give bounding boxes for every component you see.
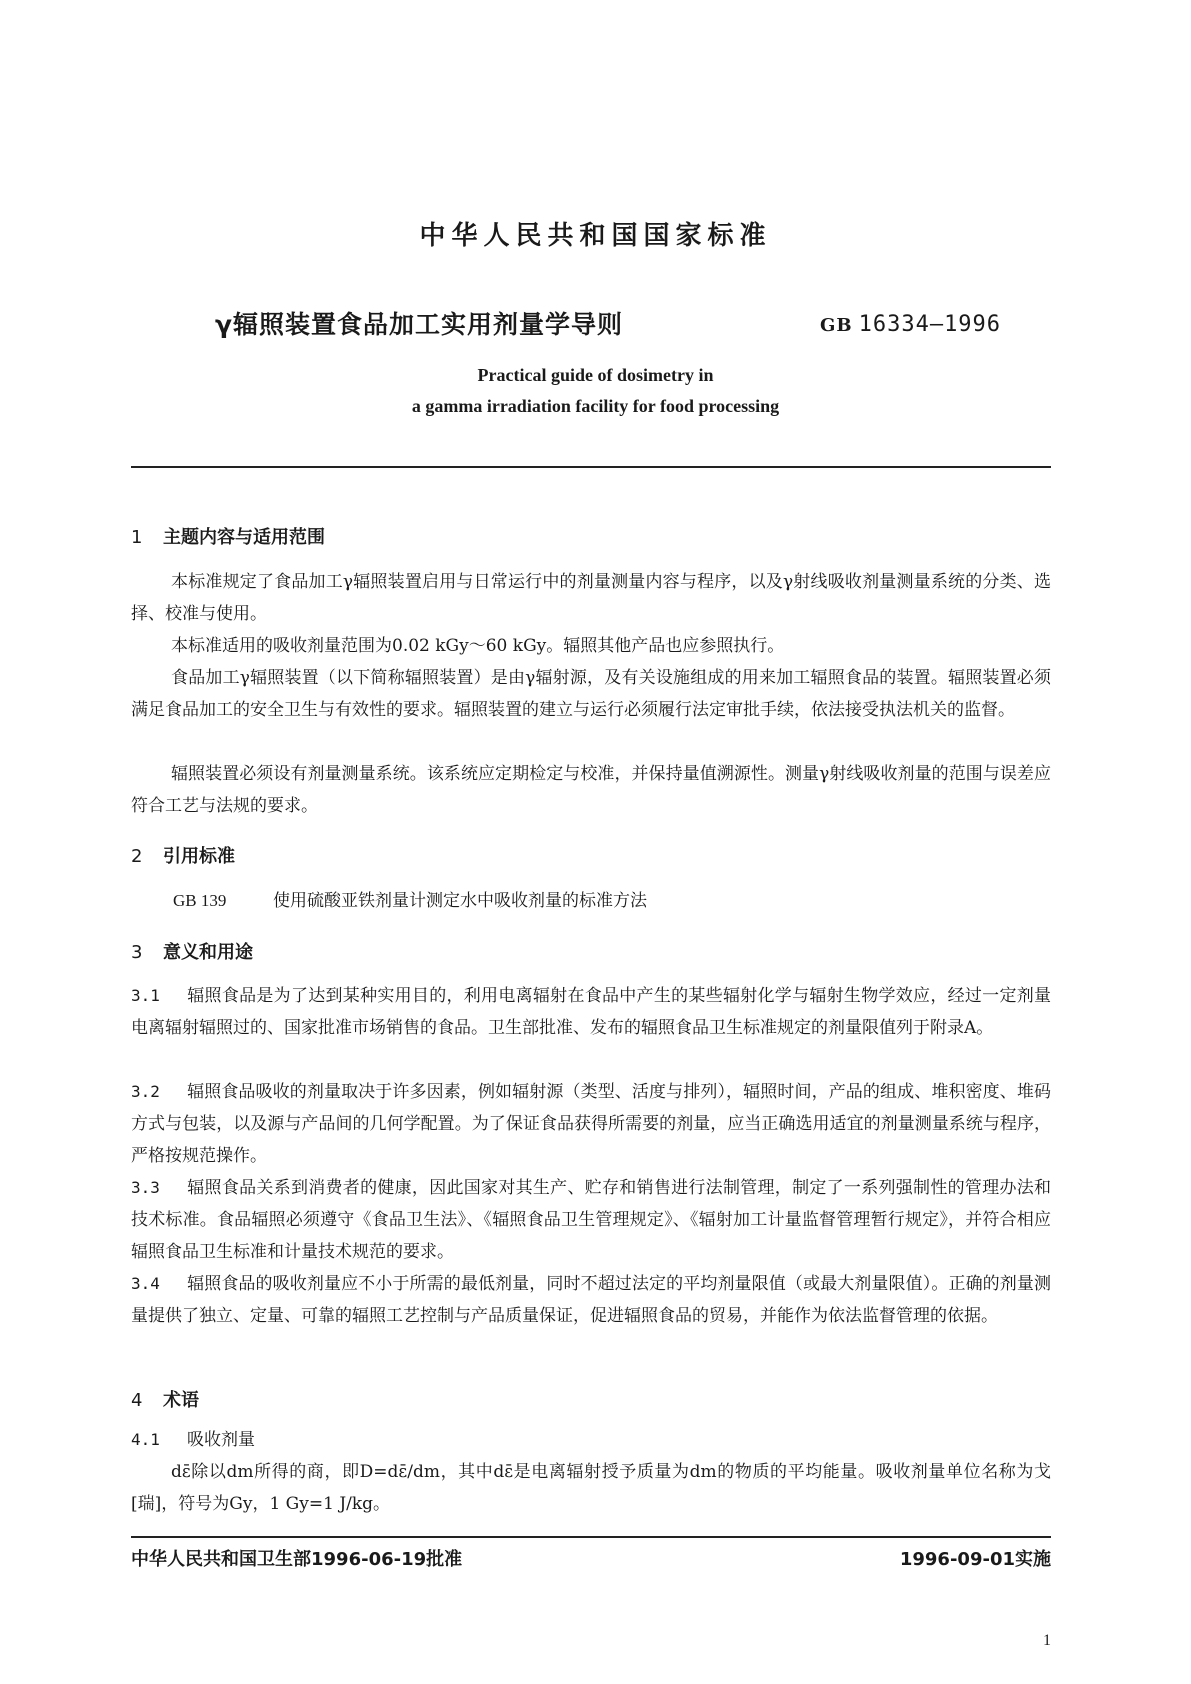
section-1-paragraph-3: 食品加工γ辐照装置（以下简称辐照装置）是由γ辐射源，及有关设施组成的用来加工辐照食品的装置。辐照装置必须满足食品加工的安全卫生与有效性的要求。辐照装置的建立与运行必须履行法定审批手续，依法接受执法机关的监督。: [131, 668, 1051, 720]
document-title: γ辐照装置食品加工实用剂量学导则: [215, 310, 624, 339]
section-2-heading: [131, 842, 235, 868]
clause-title: 吸收剂量: [187, 1430, 255, 1450]
english-title-line1: Practical guide of dosimetry in: [477, 365, 714, 385]
section-2-title: 引用标准: [163, 846, 235, 867]
reference-number: GB 139: [173, 891, 227, 910]
standard-code: [820, 312, 1001, 337]
section-4-heading: [131, 1386, 199, 1412]
approval-line: 中华人民共和国卫生部1996-06-19批准: [131, 1549, 463, 1570]
code-number: 16334—1996: [858, 312, 1002, 337]
footer-divider: [131, 1536, 1051, 1538]
section-3-number: 3: [131, 942, 143, 963]
section-1-number: 1: [131, 527, 143, 548]
clause-text: 辐照食品的吸收剂量应不小于所需的最低剂量，同时不超过法定的平均剂量限值（或最大剂量限值）。正确的剂量测量提供了独立、定量、可靠的辐照工艺控制与产品质量保证，促进辐照食品的贸易，并能作为依法监督管理的依据。: [131, 1274, 1051, 1326]
national-standard-heading: 中华人民共和国国家标准: [419, 221, 772, 251]
clause-3-1: [131, 980, 1051, 1044]
clause-3-3: [131, 1172, 1051, 1268]
clause-text: 辐照食品是为了达到某种实用目的，利用电离辐射在食品中产生的某些辐射化学与辐射生物学效应，经过一定剂量电离辐射辐照过的、国家批准市场销售的食品。卫生部批准、发布的辐照食品卫生标准规定的剂量限值列于附录A。: [131, 986, 1051, 1038]
code-prefix: GB: [820, 315, 853, 336]
section-1-paragraph-1: 本标准规定了食品加工γ辐照装置启用与日常运行中的剂量测量内容与程序，以及γ射线吸收剂量测量系统的分类、选择、校准与使用。: [131, 572, 1051, 624]
header-divider: [131, 466, 1051, 468]
clause-3-2: [131, 1076, 1051, 1172]
clause-3-4: [131, 1268, 1051, 1332]
section-3-title: 意义和用途: [163, 942, 253, 963]
clause-4-1-definition: dε̄除以dm所得的商，即D=dε̄/dm，其中dε̄是电离辐射授予质量为dm的物质的平均能量。吸收剂量单位名称为戈[瑞]，符号为Gy，1 Gy=1 J/kg。: [131, 1462, 1051, 1514]
clause-number: 3.2: [131, 1082, 160, 1101]
clause-number: 3.1: [131, 986, 160, 1005]
section-3-heading: [131, 938, 253, 964]
section-1-paragraph-4: 辐照装置必须设有剂量测量系统。该系统应定期检定与校准，并保持量值溯源性。测量γ射线吸收剂量的范围与误差应符合工艺与法规的要求。: [131, 764, 1051, 816]
english-title-line2: a gamma irradiation facility for food processing: [411, 396, 780, 416]
clause-number: 3.3: [131, 1178, 160, 1197]
clause-text: 辐照食品关系到消费者的健康，因此国家对其生产、贮存和销售进行法制管理，制定了一系列强制性的管理办法和技术标准。食品辐照必须遵守《食品卫生法》、《辐照食品卫生管理规定》、《辐射加工计量监督管理暂行规定》，并符合相应辐照食品卫生标准和计量技术规范的要求。: [131, 1178, 1051, 1262]
clause-number: 3.4: [131, 1274, 160, 1293]
implementation-date: 1996-09-01实施: [899, 1549, 1051, 1570]
clause-number: 4.1: [131, 1430, 160, 1449]
normative-reference: [173, 886, 647, 911]
clause-text: 辐照食品吸收的剂量取决于许多因素，例如辐射源（类型、活度与排列），辐照时间，产品的组成、堆积密度、堆码方式与包装，以及源与产品间的几何学配置。为了保证食品获得所需要的剂量，应当正确选用适宜的剂量测量系统与程序，严格按规范操作。: [131, 1082, 1051, 1166]
section-4-title: 术语: [163, 1390, 199, 1411]
section-1-paragraph-2: 本标准适用的吸收剂量范围为0.02 kGy～60 kGy。辐照其他产品也应参照执行。: [171, 636, 785, 656]
section-4-number: 4: [131, 1390, 143, 1411]
page-number: 1: [1043, 1632, 1051, 1649]
clause-4-1-heading: [131, 1424, 1051, 1456]
section-1-heading: [131, 523, 325, 549]
section-2-number: 2: [131, 846, 143, 867]
reference-title: 使用硫酸亚铁剂量计测定水中吸收剂量的标准方法: [273, 891, 647, 911]
section-1-title: 主题内容与适用范围: [163, 527, 325, 548]
